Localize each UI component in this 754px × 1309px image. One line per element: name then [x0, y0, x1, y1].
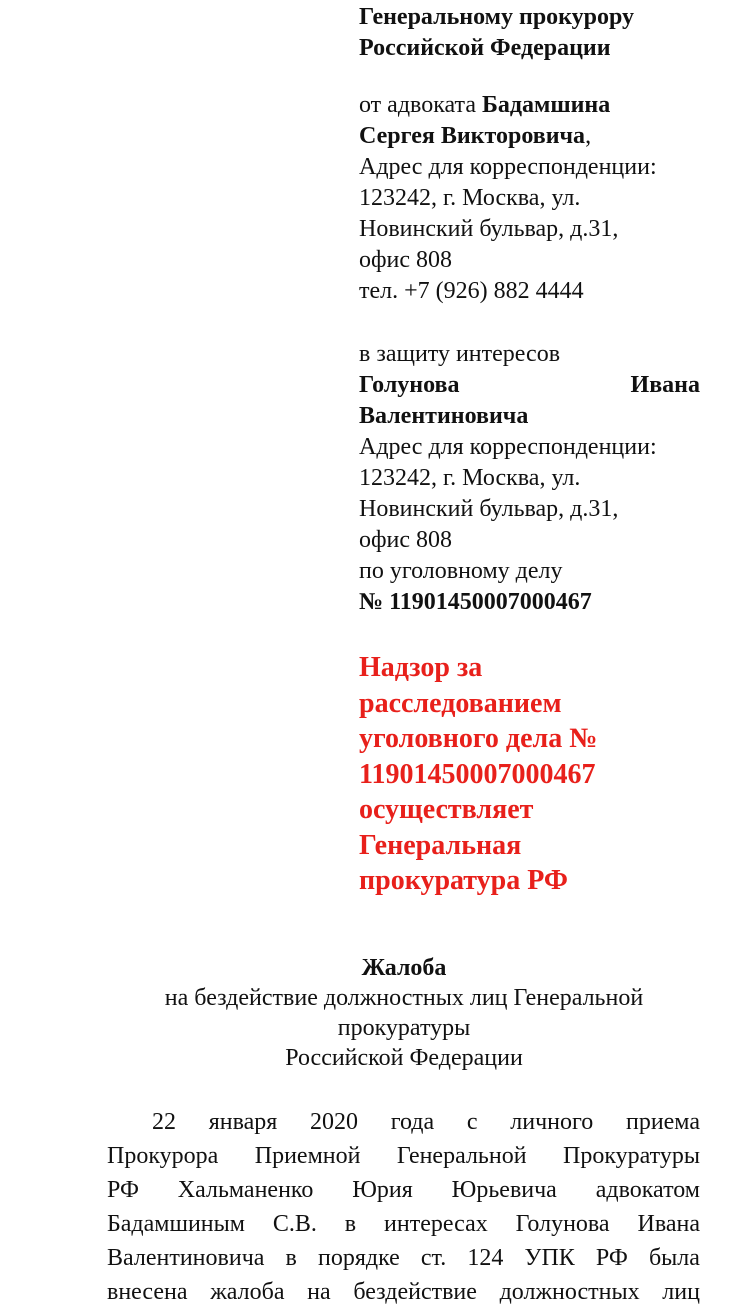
- body-word: Бадамшиным: [107, 1211, 245, 1237]
- body-line: [107, 1105, 700, 1139]
- body-word: в: [285, 1245, 297, 1271]
- client-surname: Голунова: [359, 372, 460, 398]
- client-address-line: Новинский бульвар, д.31,: [359, 496, 619, 522]
- sender-address-line: офис 808: [359, 247, 453, 273]
- body-word: внесена: [107, 1279, 188, 1305]
- body-word: адвокатом: [595, 1177, 700, 1203]
- body-word: Генеральной: [396, 1143, 527, 1169]
- recipient-block: [359, 2, 700, 64]
- notice-line: прокуратура РФ: [359, 865, 568, 896]
- body-word: Прокуратуры: [563, 1143, 700, 1169]
- notice-line: Генеральная: [359, 829, 522, 861]
- body-word: с: [466, 1109, 478, 1135]
- client-patronymic: Валентиновича: [359, 403, 529, 429]
- body-word: порядке: [317, 1245, 400, 1271]
- sender-address-line: 123242, г. Москва, ул.: [359, 185, 581, 211]
- supervision-notice: [359, 650, 700, 899]
- body-word: УПК: [524, 1245, 575, 1271]
- sender-phone-line: тел. +7 (926) 882 4444: [359, 278, 584, 304]
- title-subtitle-line: прокуратуры: [337, 1015, 471, 1041]
- body-word: на: [307, 1279, 331, 1305]
- client-name: Ивана: [630, 372, 700, 398]
- body-word: РФ: [595, 1245, 628, 1271]
- body-word: Прокурора: [107, 1143, 219, 1169]
- notice-line: расследованием: [359, 687, 562, 719]
- body-word: Юрьевича: [451, 1177, 557, 1203]
- sender-prefix: от адвоката: [359, 92, 482, 118]
- body-line: [107, 1241, 700, 1275]
- body-word: ст.: [420, 1245, 447, 1271]
- body-word: РФ: [107, 1177, 139, 1203]
- recipient-line: Генеральному прокурору: [359, 4, 635, 30]
- body-word: Хальманенко: [177, 1177, 314, 1203]
- body-word: приема: [625, 1109, 700, 1135]
- notice-line: уголовного дела №: [359, 723, 598, 754]
- body-line: [107, 1139, 700, 1173]
- sender-comma: ,: [585, 123, 592, 149]
- body-word: бездействие: [353, 1279, 477, 1305]
- document-title: [100, 953, 708, 1073]
- body-word: Приемной: [254, 1143, 361, 1169]
- body-word: жалоба: [210, 1279, 285, 1305]
- title-subtitle-line: Российской Федерации: [285, 1045, 523, 1071]
- body-word: Юрия: [352, 1177, 413, 1203]
- sender-address-line: Адрес для корреспонденции:: [359, 154, 657, 180]
- body-word: Ивана: [637, 1211, 700, 1237]
- body-word: 124: [467, 1245, 504, 1271]
- case-number: № 11901450007000467: [359, 589, 592, 615]
- client-case-prefix: по уголовному делу: [359, 558, 563, 584]
- sender-surname: Бадамшина: [481, 92, 611, 118]
- body-word: была: [648, 1245, 700, 1271]
- notice-line: 11901450007000467: [359, 758, 596, 790]
- complaint-body: [107, 1105, 700, 1309]
- client-address-line: офис 808: [359, 527, 453, 553]
- client-name-line: [359, 370, 700, 401]
- client-block: [359, 339, 700, 618]
- notice-line: Надзор за: [359, 652, 483, 683]
- body-word: Валентиновича: [107, 1245, 265, 1271]
- body-word: С.В.: [272, 1211, 317, 1237]
- body-word: 2020: [310, 1109, 359, 1135]
- client-prefix: в защиту интересов: [359, 341, 561, 367]
- recipient-line: Российской Федерации: [359, 35, 611, 61]
- sender-name-line: [359, 90, 700, 121]
- body-line: [107, 1207, 700, 1241]
- sender-block: [359, 90, 700, 307]
- client-address-line: 123242, г. Москва, ул.: [359, 465, 581, 491]
- title-subtitle-line: на бездействие должностных лиц Генеральной: [164, 985, 644, 1011]
- body-word: интересах: [384, 1211, 488, 1237]
- sender-address-line: Новинский бульвар, д.31,: [359, 216, 619, 242]
- body-word: лиц: [662, 1279, 700, 1305]
- sender-name-line-2: [359, 121, 700, 152]
- client-address-line: Адрес для корреспонденции:: [359, 434, 657, 460]
- body-word: января: [208, 1109, 278, 1135]
- body-line: [107, 1173, 700, 1207]
- body-word: должностных: [499, 1279, 640, 1305]
- body-word: личного: [510, 1109, 594, 1135]
- notice-line: осуществляет: [359, 794, 534, 825]
- body-word: Голунова: [515, 1211, 610, 1237]
- body-line: [107, 1275, 700, 1309]
- body-word: 22: [152, 1109, 176, 1135]
- body-word: в: [344, 1211, 357, 1237]
- title-heading: Жалоба: [361, 955, 447, 981]
- body-word: года: [390, 1109, 435, 1135]
- sender-given-names: Сергея Викторовича: [359, 123, 586, 149]
